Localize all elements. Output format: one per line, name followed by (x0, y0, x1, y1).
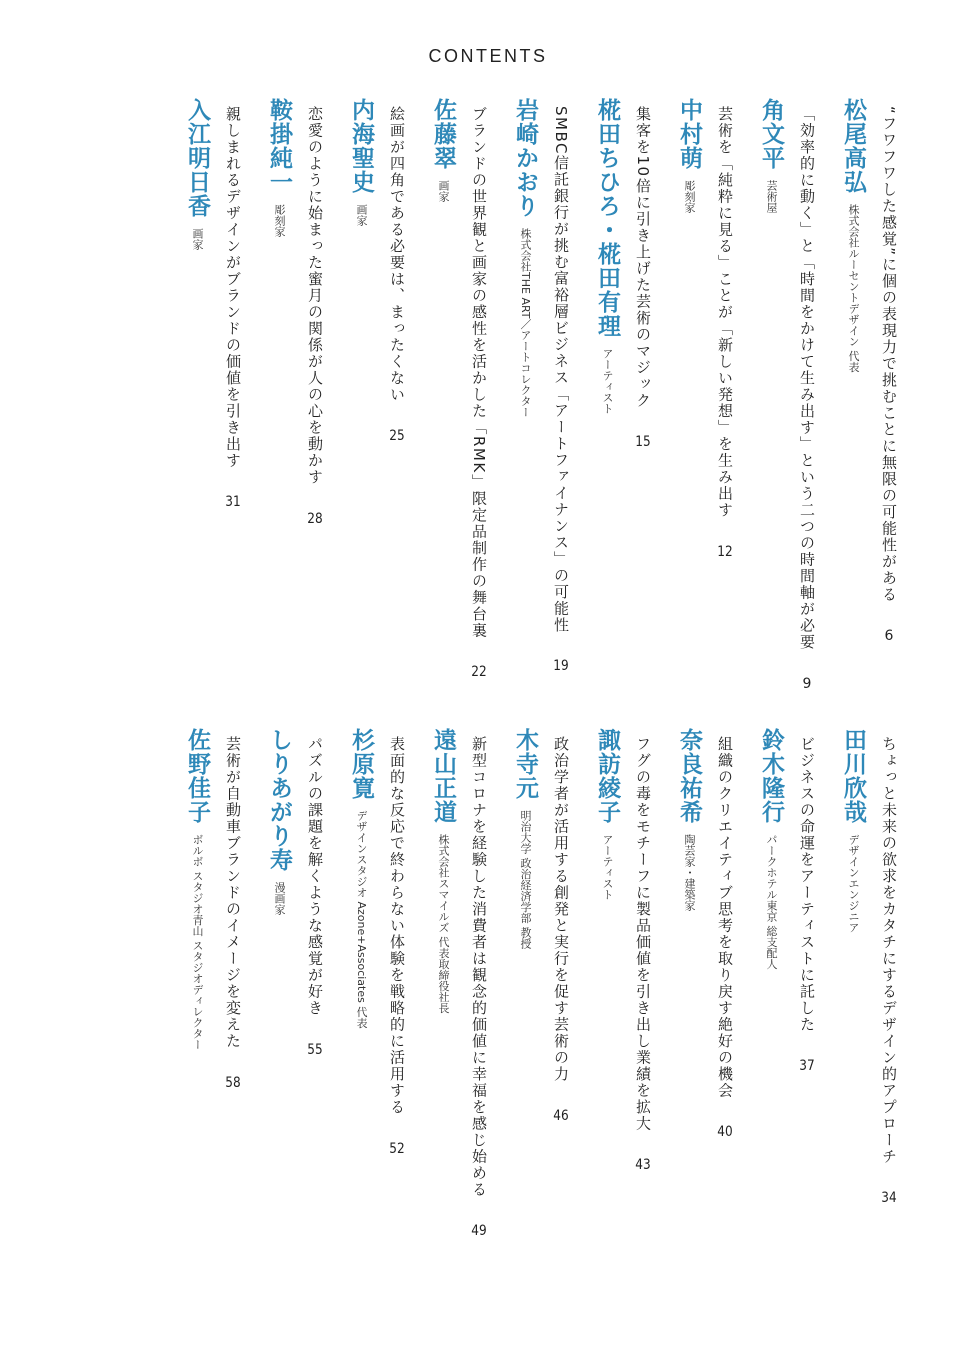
entry-name: 鞍掛純一 (266, 98, 292, 194)
entry-role: 株式会社スマイルズ 代表取締役社長 (437, 834, 450, 1014)
toc-entry[interactable] (162, 728, 244, 1228)
entry-description: 絵画が四角である必要は、まったくない (388, 106, 406, 403)
toc-entry[interactable] (490, 98, 572, 678)
page-number: 9 (802, 676, 812, 691)
toc-entry[interactable] (326, 728, 408, 1228)
entry-name: 杉原寛 (348, 728, 374, 800)
entry-role: 漫画家 (273, 882, 286, 915)
entry-name: 松尾高弘 (840, 98, 866, 194)
toc-entry[interactable] (244, 98, 326, 678)
entry-description: “フワフワした感覚”に個の表現力で挑むことに無限の可能性がある (880, 106, 898, 604)
entry-role: デザインスタジオ Azone+Associates 代表 (355, 810, 368, 1029)
page-number: 52 (389, 1141, 405, 1156)
entry-role: ボルボ スタジオ青山 スタジオディレクター (191, 834, 204, 1050)
entry-description: ちょっと未来の欲求をカタチにするデザイン的アプローチ (880, 736, 898, 1165)
page-number: 37 (799, 1059, 815, 1073)
entry-name: 諏訪綾子 (594, 728, 620, 824)
entry-role: アーティスト (601, 834, 614, 900)
page-number: 58 (225, 1075, 241, 1090)
entry-name: 佐野佳子 (184, 728, 210, 824)
toc-entry[interactable] (654, 728, 736, 1228)
entry-role: 陶芸家・建築家 (683, 834, 696, 911)
toc-entry[interactable] (736, 98, 818, 691)
entry-role: 彫刻家 (683, 180, 696, 213)
entry-name: 鈴木隆行 (758, 728, 784, 824)
page-number: 6 (884, 629, 894, 644)
entry-name: 角文平 (758, 98, 784, 170)
entry-role: 株式会社THE ART／アートコレクター (519, 228, 532, 418)
toc-entry[interactable] (162, 98, 244, 678)
entry-name: しりあがり寿 (266, 728, 292, 872)
entry-name: 木寺元 (512, 728, 538, 800)
toc-entry[interactable] (736, 728, 818, 1228)
entry-description: ブランドの世界観と画家の感性を活かした「RMK」限定品制作の舞台裏 (470, 106, 488, 639)
entry-role: デザインエンジニア (847, 834, 860, 933)
entry-role: 画家 (437, 180, 450, 202)
contents-block-top (0, 98, 976, 691)
entry-description: 集客を10倍に引き上げた芸術のマジック (634, 106, 652, 409)
page-number: 40 (717, 1125, 733, 1139)
toc-entry[interactable] (408, 728, 490, 1238)
contents-title: CONTENTS (428, 46, 548, 66)
toc-entry[interactable] (818, 728, 900, 1228)
entry-name: 内海聖史 (348, 98, 374, 194)
entry-role: 芸術屋 (765, 180, 778, 213)
page-number: 12 (717, 544, 733, 559)
page-number: 15 (635, 434, 651, 449)
page-number: 25 (389, 429, 405, 443)
entry-role: アーティスト (601, 348, 614, 414)
entry-name: 奈良祐希 (676, 728, 702, 824)
entry-name: 椛田ちひろ・椛田有理 (594, 98, 620, 338)
page-number: 22 (471, 664, 487, 679)
entry-description: 新型コロナを経験した消費者は観念的価値に幸福を感じ始める (470, 736, 488, 1198)
entry-description: ビジネスの命運をアーティストに託した (798, 736, 816, 1033)
toc-entry[interactable] (244, 728, 326, 1228)
entry-description: 恋愛のように始まった蜜月の関係が人の心を動かす (306, 106, 324, 486)
entry-name: 佐藤翠 (430, 98, 456, 170)
toc-entry[interactable] (490, 728, 572, 1228)
page-number: 55 (307, 1042, 323, 1057)
page-number: 31 (225, 495, 241, 509)
toc-entry[interactable] (818, 98, 900, 678)
entry-description: 親しまれるデザインがブランドの価値を引き出す (224, 106, 242, 469)
contents-block-bottom (0, 728, 976, 1238)
page-number: 49 (471, 1224, 487, 1238)
entry-name: 田川欣哉 (840, 728, 866, 824)
toc-entry[interactable] (326, 98, 408, 678)
entry-name: 岩崎かおり (512, 98, 538, 218)
toc-entry[interactable] (572, 728, 654, 1228)
entry-role: 明治大学 政治経済学部 教授 (519, 810, 532, 949)
entry-description: 「効率的に動く」と「時間をかけて生み出す」という二つの時間軸が必要 (798, 106, 816, 651)
page-number: 19 (553, 659, 569, 674)
entry-description: SMBC信託銀行が挑む富裕層ビジネス「アートファイナンス」の可能性 (552, 106, 570, 634)
entry-role: 画家 (191, 228, 204, 250)
entry-description: 芸術を「純粋に見る」ことが「新しい発想」を生み出す (716, 106, 734, 519)
entry-role: 彫刻家 (273, 204, 286, 237)
toc-entry[interactable] (654, 98, 736, 678)
entry-role: 画家 (355, 204, 368, 226)
entry-description: フグの毒をモチーフに製品価値を引き出し業績を拡大 (634, 736, 652, 1132)
entry-description: パズルの課題を解くような感覚が好き (306, 736, 324, 1017)
entry-description: 政治学者が活用する創発と実行を促す芸術の力 (552, 736, 570, 1083)
entry-description: 組織のクリエイティブ思考を取り戻す絶好の機会 (716, 736, 734, 1099)
entry-name: 中村萌 (676, 98, 702, 170)
page-number: 46 (553, 1108, 569, 1123)
entry-role: パークホテル東京 総支配人 (765, 834, 778, 970)
entry-description: 芸術が自動車ブランドのイメージを変えた (224, 736, 242, 1050)
entry-description: 表面的な反応で終わらない体験を戦略的に活用する (388, 736, 406, 1116)
toc-entry[interactable] (572, 98, 654, 678)
page-number: 34 (881, 1191, 897, 1205)
page-number: 43 (635, 1158, 651, 1172)
entry-name: 入江明日香 (184, 98, 210, 218)
entry-role: 株式会社ルーセントデザイン 代表 (847, 204, 860, 373)
toc-entry[interactable] (408, 98, 490, 678)
entry-name: 遠山正道 (430, 728, 456, 824)
page-number: 28 (307, 511, 323, 526)
